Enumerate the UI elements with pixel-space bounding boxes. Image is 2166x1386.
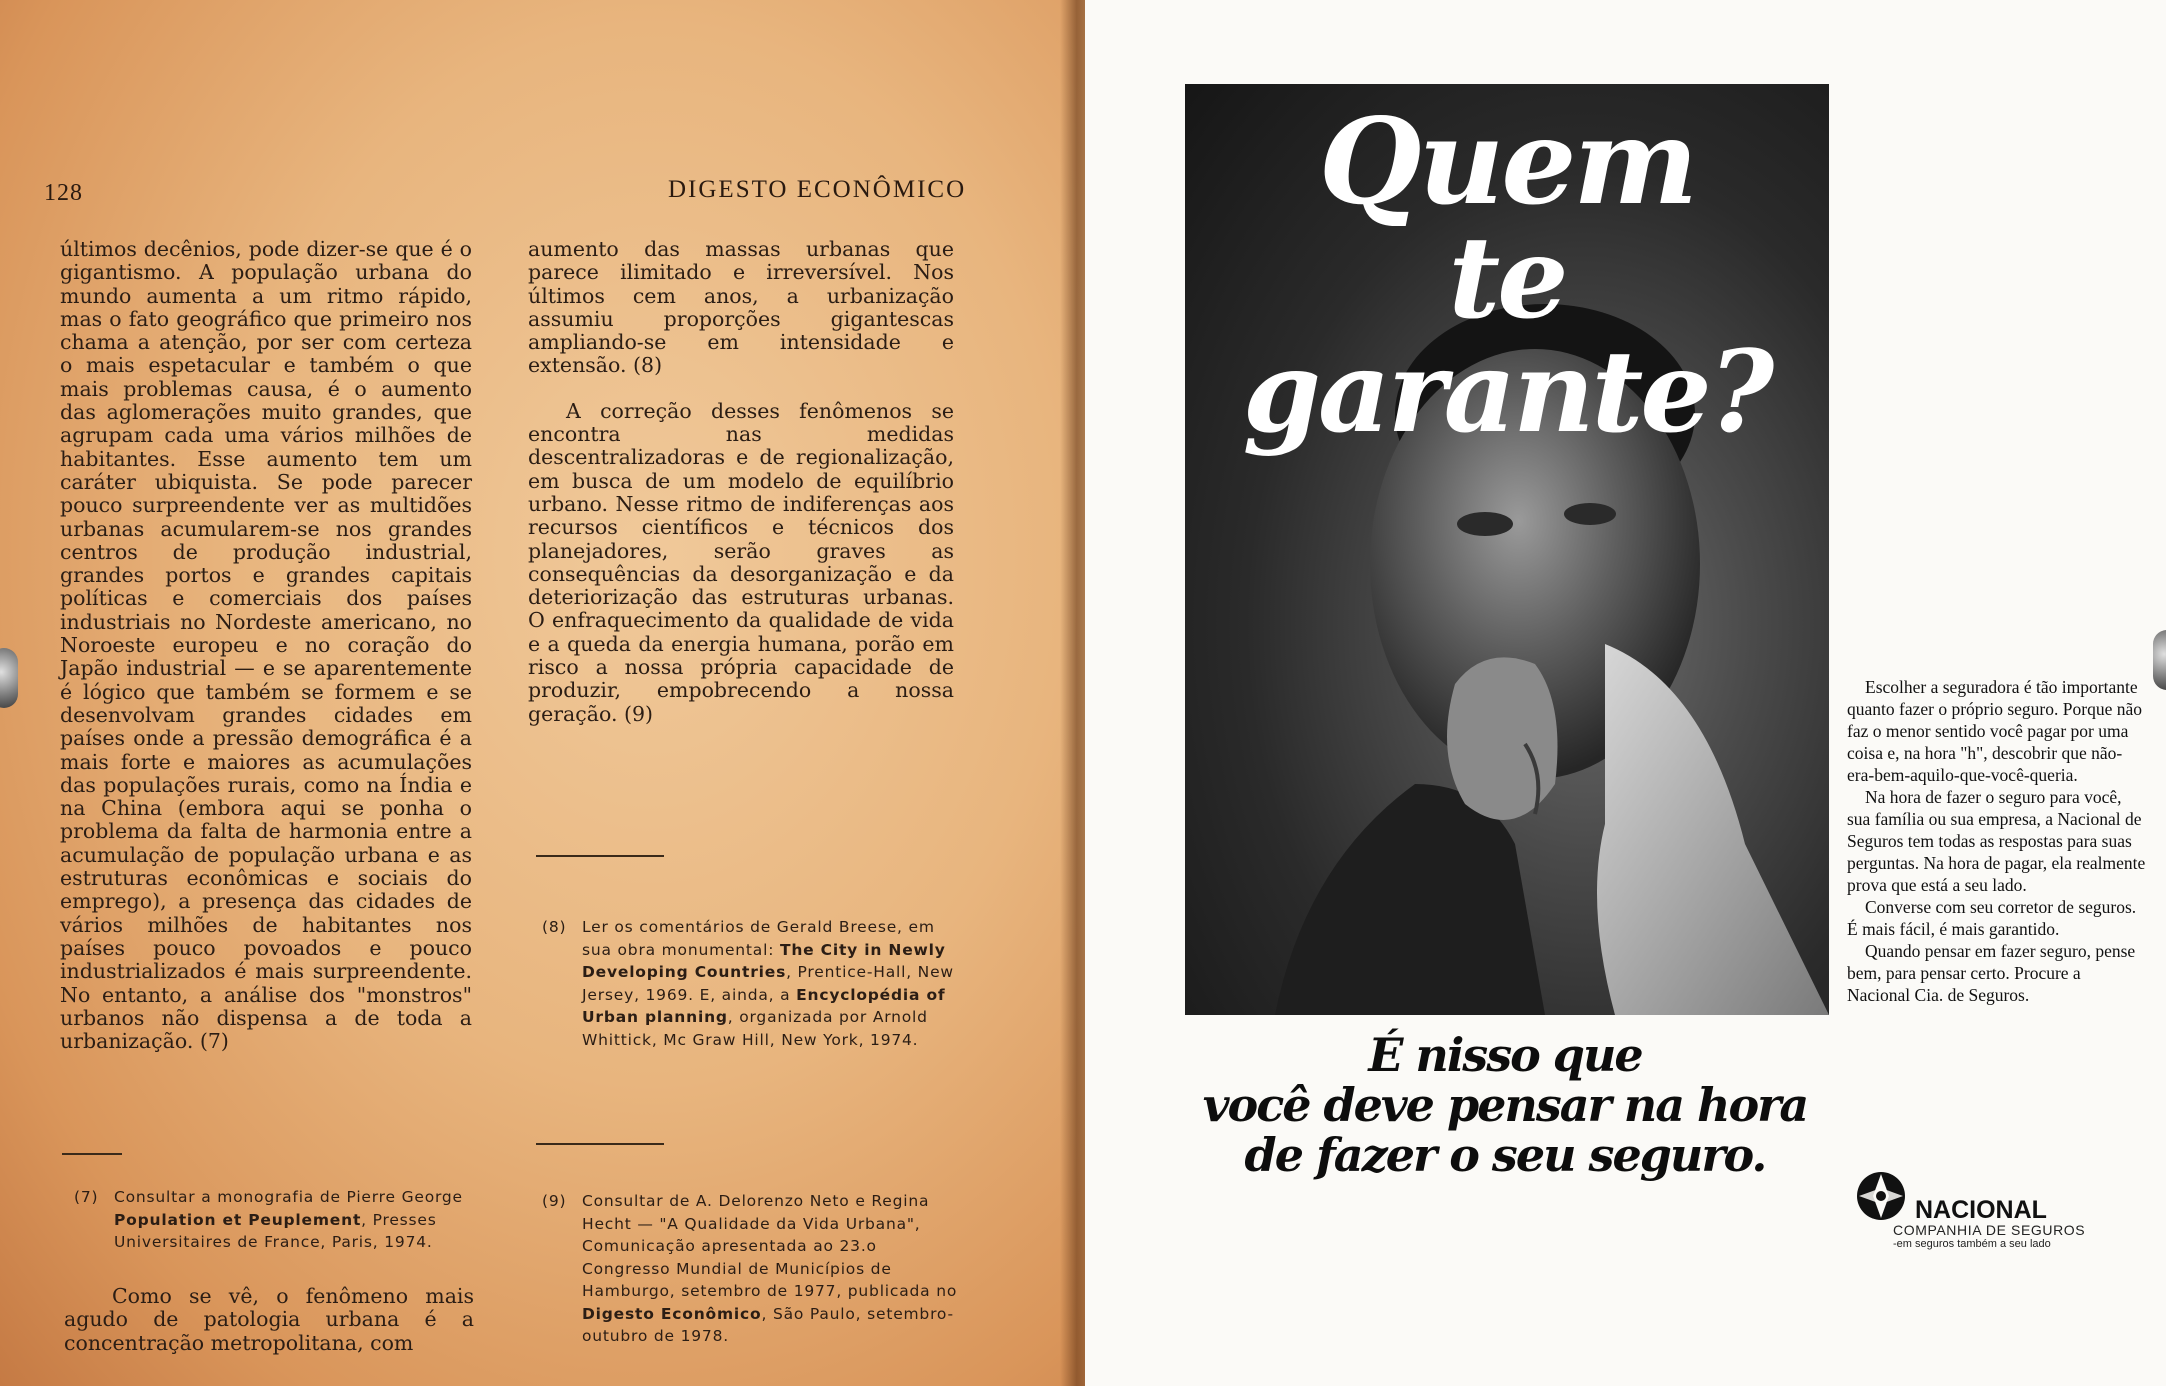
book-title: Population et Peuplement (114, 1210, 362, 1229)
article-paragraph: Como se vê, o fenômeno mais agudo de patologia urbana é a concentração metropolitana, com (64, 1284, 474, 1355)
article-paragraph: últimos decênios, pode dizer-se que é o gigantismo. A população urbana do mundo aumenta a um ritmo rápido, mas o fato geográfico que primeiro nos chama a atenção, por ser com certeza o mais espetacular e também o que mais problemas causa, é o aumento das aglomerações muito grandes, que agrupam cada uma vários milhões de habitantes. Esse aumento tem um caráter ubiquista. Se pode parecer pouco surpreendente ver as multidões urbanas acumularem-se nos grandes centros de produção industrial, grandes portos e grandes capitais políticas e comerciais dos países industriais no Nordeste americano, no Noroeste europeu e no coração do Japão industrial — e se aparentemente é lógico que também se formem e se desenvolvam grandes cidades em países onde a pressão demográfica é a mais forte e maiores as acumulações das populações rurais, como na Índia e na China (embora aqui se ponha o problema da falta de harmonia entre a acumulação de população urbana e as estruturas econômicas e sociais do emprego), a presença das cidades de vários milhões de habitantes nos países pouco povoados e pouco industrializados é mais surpreendente. No entanto, a análise dos "monstros" urbanos não dispensa a de toda a urbanização. (7) (60, 237, 472, 1054)
ad-paragraph: Converse com seu corretor de seguros. É mais fácil, é mais garantido. (1847, 897, 2137, 939)
footnote-8: (8) Ler os comentários de Gerald Breese, em sua obra monumental: The City in Newly Developing Countries, Prentice-Hall, New Jersey, 1969. E, ainda, a Encyclopédia of Urban planning, organizada por Arnold Whittick, Mc Graw Hill, New York, 1974. (542, 918, 954, 1049)
article-column-2 (528, 238, 954, 726)
article-paragraph: A correção desses fenômenos se encontra nas medidas descentralizadoras e de regionalização, em busca de um modelo de equilíbrio urbano. Nesse ritmo de indiferenças aos recursos científicos e técnicos dos planejadores, serão graves as consequências da desorganização e da deteriorização das estruturas urbanas. O enfraquecimento da qualidade de vida e a queda da energia humana, porão em risco a nossa própria capacidade de produzir, empobrecendo a nossa geração. (9) (528, 398, 954, 726)
ad-body-copy (1847, 676, 2147, 1006)
article-column-1 (60, 238, 472, 1053)
footnote-7: (7) Consultar a monografia de Pierre George Population et Peuplement, Presses Universitaires de France, Paris, 1974. (74, 1188, 463, 1251)
logo-name: NACIONAL (1915, 1196, 2047, 1224)
running-head: DIGESTO ECONÔMICO (668, 176, 967, 203)
ad-paragraph: Escolher a seguradora é tão importante quanto fazer o próprio seguro. Porque não faz o menor sentido você pagar por uma coisa e, na hora "h", descobrir que não-era-bem-aquilo-que-você-queria. (1847, 677, 2142, 785)
right-page-advertisement (1085, 0, 2166, 1386)
book-title: Encyclopédia of Urban planning (582, 985, 946, 1026)
logo-subtitle: COMPANHIA DE SEGUROS (1893, 1222, 2086, 1238)
ad-paragraph: Na hora de fazer o seguro para você, sua família ou sua empresa, a Nacional de Seguros tem todas as respostas para suas perguntas. Na hora de pagar, ela realmente prova que está a seu lado. (1847, 787, 2146, 895)
binding-clip (2153, 630, 2166, 690)
logo-slogan: -em seguros também a seu lado (1893, 1238, 2051, 1250)
footnote-divider (536, 855, 664, 857)
journal-title: Digesto Econômico (582, 1304, 762, 1323)
book-title: The City in Newly Developing Countries (582, 940, 946, 981)
footnote-divider (62, 1153, 122, 1155)
ad-headline-line2: te garante? (1242, 213, 1772, 458)
page-number: 128 (44, 180, 83, 206)
footnote-mark: (9) (542, 1192, 567, 1210)
article-column-1-continuation (64, 1285, 474, 1355)
footnote-mark: (8) (542, 918, 567, 936)
nacional-emblem-icon (1855, 1170, 1907, 1222)
footnote-divider (536, 1143, 664, 1145)
ad-paragraph: Quando pensar em fazer seguro, pense bem, para pensar certo. Procure a Nacional Cia. de Seguros. (1847, 941, 2136, 1005)
ad-headline-line1: Quem (1318, 92, 1696, 231)
footnote-9: (9) Consultar de A. Delorenzo Neto e Regina Hecht — "A Qualidade da Vida Urbana", Comunicação apresentada ao 23.o Congresso Mundial de Municípios de Hamburgo, setembro de 1977, publicada no Digesto Econômico, São Paulo, setembro-outubro de 1978. (542, 1192, 958, 1345)
binding-clip (0, 648, 18, 708)
portrait-photo (1185, 84, 1829, 1015)
article-paragraph: aumento das massas urbanas que parece ilimitado e irreversível. Nos últimos cem anos, a urbanização assumiu proporções gigantescas ampliando-se em intensidade e extensão. (8) (528, 237, 954, 378)
footnote-mark: (7) (74, 1188, 99, 1206)
ad-tagline: É nisso que você deve pensar na hora de fazer o seu seguro. (1202, 1028, 1808, 1182)
